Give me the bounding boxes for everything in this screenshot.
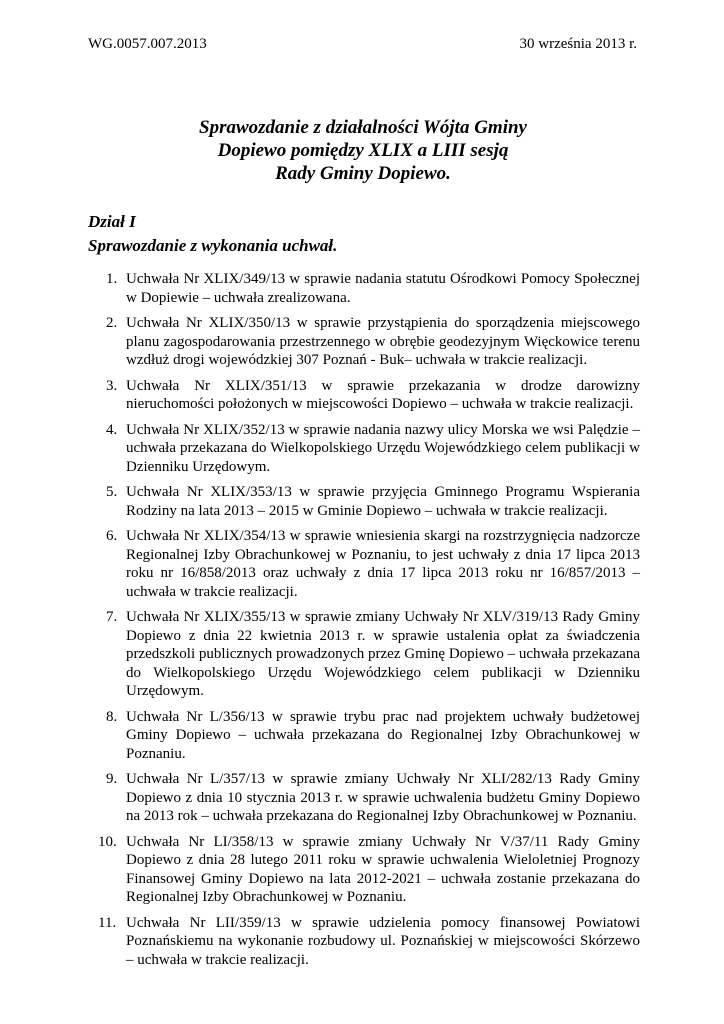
list-item — [88, 377, 640, 414]
list-item — [88, 483, 640, 520]
list-item-text: Uchwała Nr LII/359/13 w sprawie udzielenia pomocy finansowej Powiatowi Poznańskiemu na wykonanie rozbudowy ul. Poznańskiej w miejscowości Skórzewo – uchwała w trakcie realizacji. — [126, 914, 640, 968]
list-item-number: 4. — [106, 421, 118, 438]
list-item — [88, 833, 640, 907]
list-item — [88, 608, 640, 701]
section-title: Sprawozdanie z wykonania uchwał. — [88, 236, 338, 255]
list-item — [88, 314, 640, 370]
list-item-number: 10. — [98, 833, 117, 850]
list-item-number: 8. — [106, 708, 118, 725]
document-date: 30 września 2013 r. — [519, 36, 637, 52]
list-item-number: 6. — [106, 528, 118, 544]
list-item — [88, 770, 640, 826]
list-item-number: 3. — [106, 377, 118, 394]
list-item-number: 2. — [106, 315, 118, 331]
list-item-number: 7. — [106, 609, 118, 625]
list-item-number: 1. — [106, 271, 118, 287]
list-item-text: Uchwała Nr XLIX/353/13 w sprawie przyjęcia Gminnego Programu Wspierania Rodziny na lata 2013 – 2015 w Gminie Dopiewo – uchwała w trakcie realizacji. — [126, 484, 640, 519]
title-line-1: Sprawozdanie z działalności Wójta Gminy — [199, 117, 527, 138]
list-item — [88, 914, 640, 970]
list-item-text: Uchwała Nr XLIX/350/13 w sprawie przystąpienia do sporządzenia miejscowego planu zagospodarowania przestrzennego w obrębie geodezyjnym Więckowice terenu wzdłuż drogi wojewódzkiej 307 Poznań - Buk– uchwała w trakcie realizacji. — [126, 315, 640, 368]
list-item-text: Uchwała Nr L/357/13 w sprawie zmiany Uchwały Nr XLI/282/13 Rady Gminy Dopiewo z dnia 10 stycznia 2013 r. w sprawie uchwalenia budżetu Gminy Dopiewo na 2013 rok – uchwała przekazana do Regionalnej Izby Obrachunkowej w Poznaniu. — [126, 771, 640, 824]
list-item-text: Uchwała Nr LI/358/13 w sprawie zmiany Uchwały Nr V/37/11 Rady Gminy Dopiewo z dnia 28 lutego 2011 roku w sprawie uchwalenia Wieloletniej Prognozy Finansowej Gminy Dopiewo na lata 2012-2021 – uchwała zostanie przekazana do Regionalnej Izby Obrachunkowej w Poznaniu. — [126, 833, 640, 905]
section-number: Dział I — [88, 212, 136, 231]
list-item-text: Uchwała Nr XLIX/349/13 w sprawie nadania statutu Ośrodkowi Pomocy Społecznej w Dopiewie – uchwała zrealizowana. — [126, 271, 640, 306]
list-item — [88, 708, 640, 764]
list-item-number: 5. — [106, 484, 118, 500]
list-item — [88, 270, 640, 307]
resolutions-list — [88, 270, 640, 976]
list-item — [88, 421, 640, 477]
list-item-text: Uchwała Nr XLIX/351/13 w sprawie przekazania w drodze darowizny nieruchomości położonych w miejscowości Dopiewo – uchwała w trakcie realizacji. — [126, 377, 640, 412]
list-item-number: 9. — [106, 771, 118, 787]
list-item-text: Uchwała Nr XLIX/354/13 w sprawie wniesienia skargi na rozstrzygnięcia nadzorcze Regionalnej Izby Obrachunkowej w Poznaniu, to jest uchwały z dnia 17 lipca 2013 roku nr 16/858/2013 oraz uchwały z dnia 17 lipca 2013 roku nr 16/857/2013 – uchwała w trakcie realizacji. — [126, 528, 640, 600]
title-line-2: Dopiewo pomiędzy XLIX a LIII sesją — [217, 140, 509, 161]
list-item-text: Uchwała Nr XLIX/352/13 w sprawie nadania nazwy ulicy Morska we wsi Palędzie – uchwała przekazana do Wielkopolskiego Urzędu Wojewódzkiego celem publikacji w Dzienniku Urzędowym. — [126, 421, 640, 475]
list-item — [88, 527, 640, 601]
list-item-text: Uchwała Nr XLIX/355/13 w sprawie zmiany Uchwały Nr XLV/319/13 Rady Gminy Dopiewo z dnia 22 kwietnia 2013 r. w sprawie ustalenia opłat za świadczenia przedszkoli publicznych prowadzonych przez Gminę Dopiewo – uchwała przekazana do Wielkopolskiego Urzędu Wojewódzkiego celem publikacji w Dzienniku Urzędowym. — [126, 609, 640, 699]
document-title — [88, 116, 638, 185]
document-reference-number: WG.0057.007.2013 — [88, 36, 207, 52]
title-line-3: Rady Gminy Dopiewo. — [275, 163, 451, 184]
list-item-text: Uchwała Nr L/356/13 w sprawie trybu prac nad projektem uchwały budżetowej Gminy Dopiewo – uchwała przekazana do Regionalnej Izby Obrachunkowej w Poznaniu. — [126, 708, 640, 762]
list-item-number: 11. — [98, 914, 117, 931]
